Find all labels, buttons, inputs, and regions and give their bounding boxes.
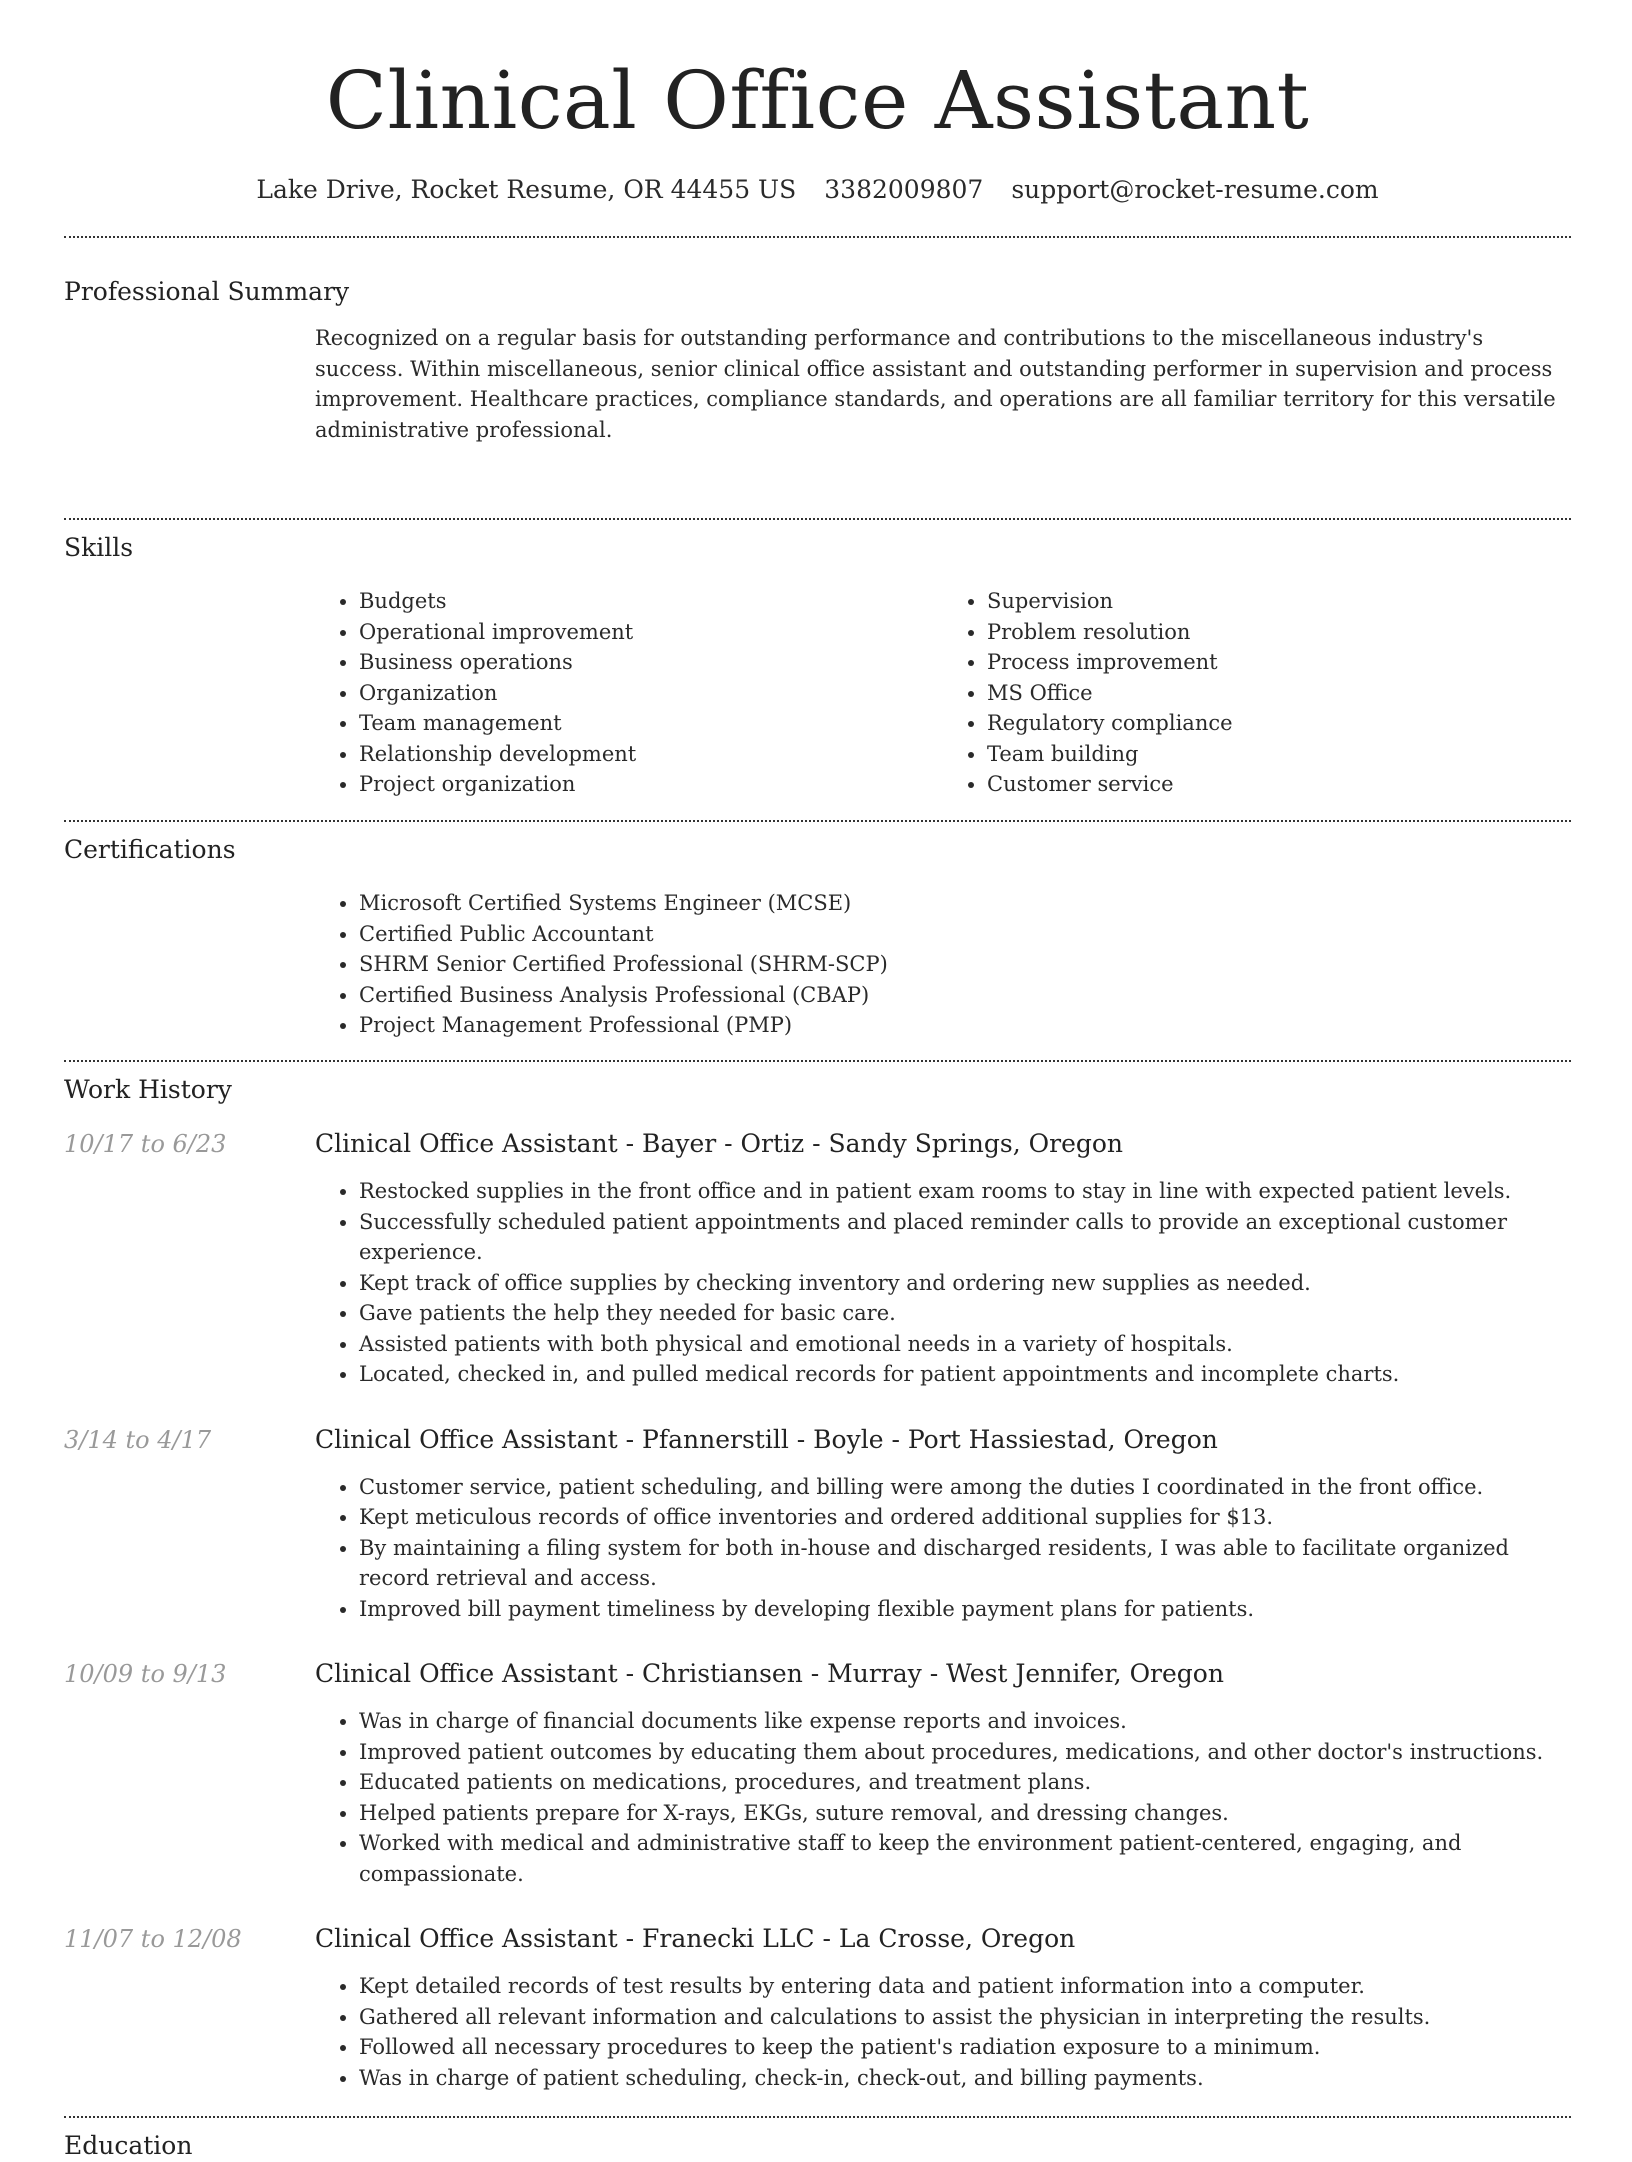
job-dates: 3/14 to 4/17 (64, 1425, 212, 1454)
job-title: Clinical Office Assistant - Bayer - Ortiz - Sandy Springs, Oregon (315, 1129, 1124, 1158)
resume-page (64, 0, 1571, 2162)
skill-item: • MS Office (987, 678, 1571, 709)
work-section (64, 1062, 1571, 2116)
job-body (315, 1923, 1571, 2093)
skill-item: • Project organization (359, 769, 943, 800)
job-bullet: • Customer service, patient scheduling, and billing were among the duties I coordinated in the front office. (359, 1472, 1571, 1503)
job-bullet: • Helped patients prepare for X-rays, EKGs, suture removal, and dressing changes. (359, 1798, 1571, 1829)
contact-phone: 3382009807 (824, 175, 984, 204)
job-body (315, 1424, 1571, 1625)
certifications-title: Certifications (64, 835, 236, 864)
certification-item: • Project Management Professional (PMP) (359, 1010, 1571, 1041)
job-bullet: • Assisted patients with both physical and emotional needs in a variety of hospitals. (359, 1329, 1571, 1360)
job-bullet: • Followed all necessary procedures to keep the patient's radiation exposure to a minimum. (359, 2032, 1571, 2063)
skills-list-left (315, 586, 943, 800)
certifications-section (64, 822, 1571, 1060)
skill-item: • Regulatory compliance (987, 708, 1571, 739)
skill-item: • Business operations (359, 647, 943, 678)
job-dates: 10/09 to 9/13 (64, 1660, 227, 1688)
job-body (315, 1658, 1571, 1889)
job-bullet: • Was in charge of patient scheduling, check-in, check-out, and billing payments. (359, 2063, 1571, 2094)
job-bullet: • Worked with medical and administrative staff to keep the environment patient-centered, engaging, and compassionate. (359, 1828, 1571, 1889)
summary-section (64, 238, 1571, 518)
job-bullet: • Located, checked in, and pulled medical records for patient appointments and incomplete charts. (359, 1359, 1571, 1390)
skill-item: • Process improvement (987, 647, 1571, 678)
job-bullet: • Restocked supplies in the front office and in patient exam rooms to stay in line with expected patient levels. (359, 1176, 1571, 1207)
job-entry (64, 1658, 1571, 1889)
job-entry (64, 1424, 1571, 1625)
job-bullet: • Was in charge of financial documents like expense reports and invoices. (359, 1706, 1571, 1737)
certification-item: • Certified Business Analysis Professional (CBAP) (359, 980, 1571, 1011)
job-bullet: • Gave patients the help they needed for basic care. (359, 1298, 1571, 1329)
job-entry (64, 1128, 1571, 1390)
job-dates: 10/17 to 6/23 (64, 1130, 227, 1158)
job-bullet: • Kept detailed records of test results by entering data and patient information into a computer. (359, 1971, 1571, 2002)
certifications-content (315, 888, 1571, 1041)
certification-item: • Microsoft Certified Systems Engineer (MCSE) (359, 888, 1571, 919)
job-entry (64, 1923, 1571, 2093)
job-title: Clinical Office Assistant - Franecki LLC - La Crosse, Oregon (315, 1924, 1076, 1953)
skills-list-right (943, 586, 1571, 800)
certifications-list (315, 888, 1571, 1041)
job-bullet: • Kept track of office supplies by checking inventory and ordering new supplies as needed. (359, 1268, 1571, 1299)
skill-item: • Supervision (987, 586, 1571, 617)
resume-name: Clinical Office Assistant (325, 54, 1310, 147)
skills-title: Skills (64, 533, 134, 562)
job-bullet-list (315, 1176, 1571, 1390)
contact-line (64, 174, 1571, 206)
skill-item: • Team building (987, 739, 1571, 770)
skill-item: • Problem resolution (987, 617, 1571, 648)
work-jobs (64, 1128, 1571, 2093)
certification-item: • SHRM Senior Certified Professional (SHRM-SCP) (359, 949, 1571, 980)
job-title: Clinical Office Assistant - Pfannerstill - Boyle - Port Hassiestad, Oregon (315, 1424, 1218, 1454)
skill-item: • Customer service (987, 769, 1571, 800)
job-title: Clinical Office Assistant - Christiansen - Murray - West Jennifer, Oregon (315, 1659, 1224, 1688)
job-bullet: • By maintaining a filing system for both in-house and discharged residents, I was able to facilitate organized record retrieval and access. (359, 1533, 1571, 1594)
job-bullet: • Gathered all relevant information and calculations to assist the physician in interpreting the results. (359, 2002, 1571, 2033)
job-bullet: • Educated patients on medications, procedures, and treatment plans. (359, 1767, 1571, 1798)
job-bullet-list (315, 1472, 1571, 1625)
summary-text: Recognized on a regular basis for outstanding performance and contributions to the miscellaneous industry's success. Within miscellaneous, senior clinical office assistant and outstanding performer in supervision and process improvement. Healthcare practices, compliance standards, and operations are all familiar territory for this versatile administrative professional. (315, 326, 1556, 442)
job-dates: 11/07 to 12/08 (64, 1925, 242, 1953)
skills-content (315, 586, 1571, 800)
job-bullet: • Improved bill payment timeliness by developing flexible payment plans for patients. (359, 1594, 1571, 1625)
certification-item: • Certified Public Accountant (359, 919, 1571, 950)
skill-item: • Relationship development (359, 739, 943, 770)
skill-item: • Organization (359, 678, 943, 709)
summary-title: Professional Summary (64, 277, 350, 306)
job-bullet-list (315, 1706, 1571, 1889)
job-bullet-list (315, 1971, 1571, 2093)
contact-email: support@rocket-resume.com (1011, 175, 1379, 204)
job-body (315, 1128, 1571, 1390)
skills-section (64, 520, 1571, 820)
work-title: Work History (64, 1075, 232, 1104)
skill-item: • Operational improvement (359, 617, 943, 648)
contact-address: Lake Drive, Rocket Resume, OR 44455 US (256, 175, 797, 204)
job-bullet: • Improved patient outcomes by educating them about procedures, medications, and other doctor's instructions. (359, 1737, 1571, 1768)
job-bullet: • Successfully scheduled patient appointments and placed reminder calls to provide an exceptional customer experience. (359, 1207, 1571, 1268)
skill-item: • Budgets (359, 586, 943, 617)
skill-item: • Team management (359, 708, 943, 739)
education-title: Education (64, 2131, 193, 2160)
job-bullet: • Kept meticulous records of office inventories and ordered additional supplies for $13. (359, 1502, 1571, 1533)
education-section (64, 2118, 1571, 2162)
summary-content (315, 323, 1571, 445)
